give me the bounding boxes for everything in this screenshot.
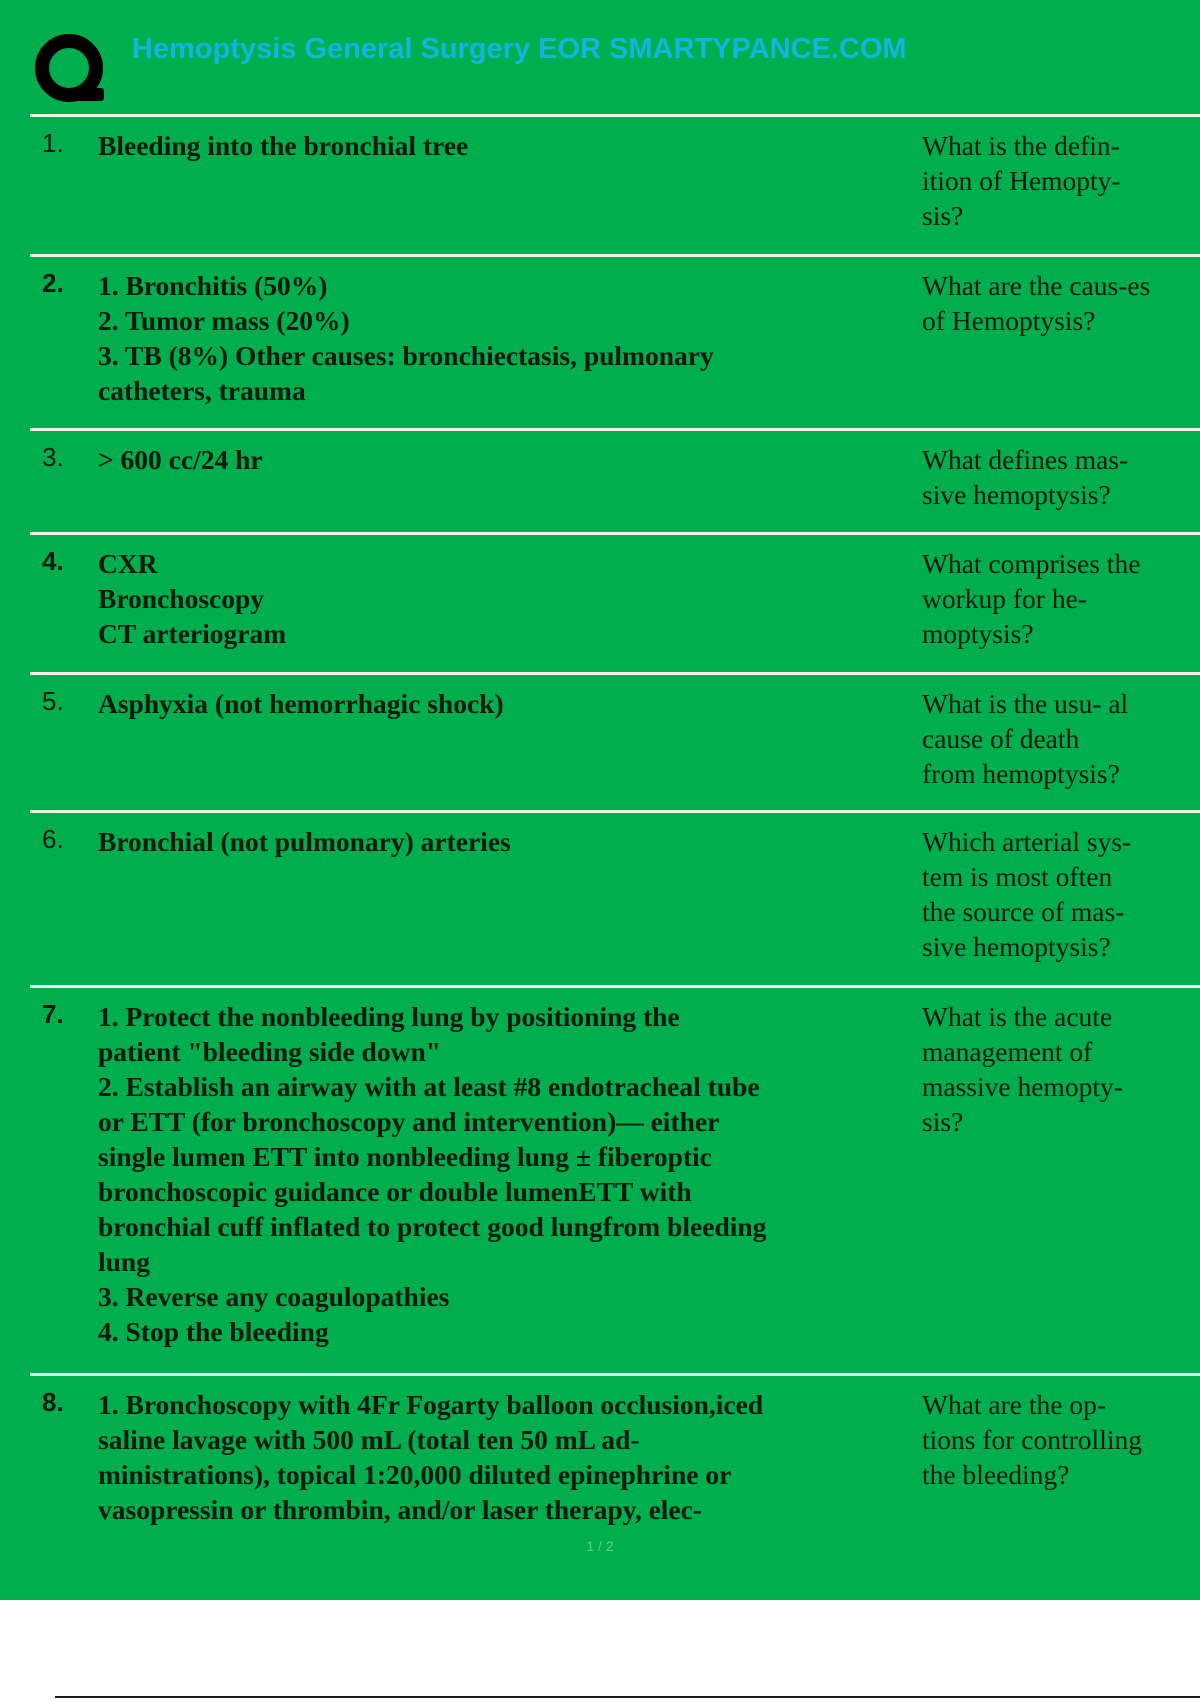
card-question: What comprises the workup for he- moptysis? xyxy=(922,548,1141,649)
card-answer: 1. Bronchoscopy with 4Fr Fogarty balloon occlusion,iced saline lavage with 500 mL (total ten 50 mL ad- ministrations), topical 1:20,000 diluted epinephrine or vasopressin or thrombin, and/or laser therapy, elec- xyxy=(98,1389,764,1525)
divider xyxy=(55,1696,1200,1698)
card-row xyxy=(30,810,1200,985)
q-logo-icon xyxy=(32,33,106,107)
card-number: 4. xyxy=(42,546,64,576)
page-title: Hemoptysis General Surgery EOR SMARTYPANCE.COM xyxy=(132,33,907,65)
card-row xyxy=(30,672,1200,810)
card-question: What are the caus-es of Hemoptysis? xyxy=(922,270,1151,336)
card-number: 7. xyxy=(42,999,64,1029)
card-row xyxy=(30,985,1200,1373)
card-number: 2. xyxy=(42,268,64,298)
card-question: What is the acute management of massive hemopty- sis? xyxy=(922,1001,1123,1137)
card-question: What are the op- tions for controlling the bleeding? xyxy=(922,1389,1142,1490)
card-question: What is the defin- ition of Hemopty- sis? xyxy=(922,130,1121,231)
card-number: 3. xyxy=(42,442,64,472)
card-answer: Bronchial (not pulmonary) arteries xyxy=(98,826,511,857)
card-answer: 1. Bronchitis (50%) 2. Tumor mass (20%) 3. TB (8%) Other causes: bronchiectasis, pulmonary catheters, trauma xyxy=(98,270,714,406)
card-number: 5. xyxy=(42,686,64,716)
card-number: 6. xyxy=(42,824,64,854)
card-row xyxy=(30,532,1200,672)
card-row xyxy=(30,254,1200,428)
card-answer: Asphyxia (not hemorrhagic shock) xyxy=(98,688,504,719)
card-row xyxy=(30,114,1200,254)
card-row xyxy=(30,428,1200,532)
card-answer: Bleeding into the bronchial tree xyxy=(98,130,469,161)
card-answer: CXR Bronchoscopy CT arteriogram xyxy=(98,548,287,649)
card-answer: > 600 cc/24 hr xyxy=(98,444,263,475)
card-question: What is the usu- al cause of death from hemoptysis? xyxy=(922,688,1129,789)
card-question: Which arterial sys- tem is most often the source of mas- sive hemoptysis? xyxy=(922,826,1132,962)
card-question: What defines mas- sive hemoptysis? xyxy=(922,444,1129,510)
card-number: 8. xyxy=(42,1387,64,1417)
card-answer: 1. Protect the nonbleeding lung by positioning the patient "bleeding side down" 2. Establish an airway with at least #8 endotracheal tube or ETT (for bronchoscopy and intervention)— either single lumen ETT into nonbleeding lung ± fiberoptic bronchoscopic guidance or double lumenETT with bronchial cuff inflated to protect good lungfrom bleeding lung 3. Reverse any coagulopathies 4. Stop the bleeding xyxy=(98,1001,767,1347)
card-list xyxy=(30,114,1200,1573)
page-indicator: 1 / 2 xyxy=(586,1538,614,1554)
card-number: 1. xyxy=(42,128,64,158)
